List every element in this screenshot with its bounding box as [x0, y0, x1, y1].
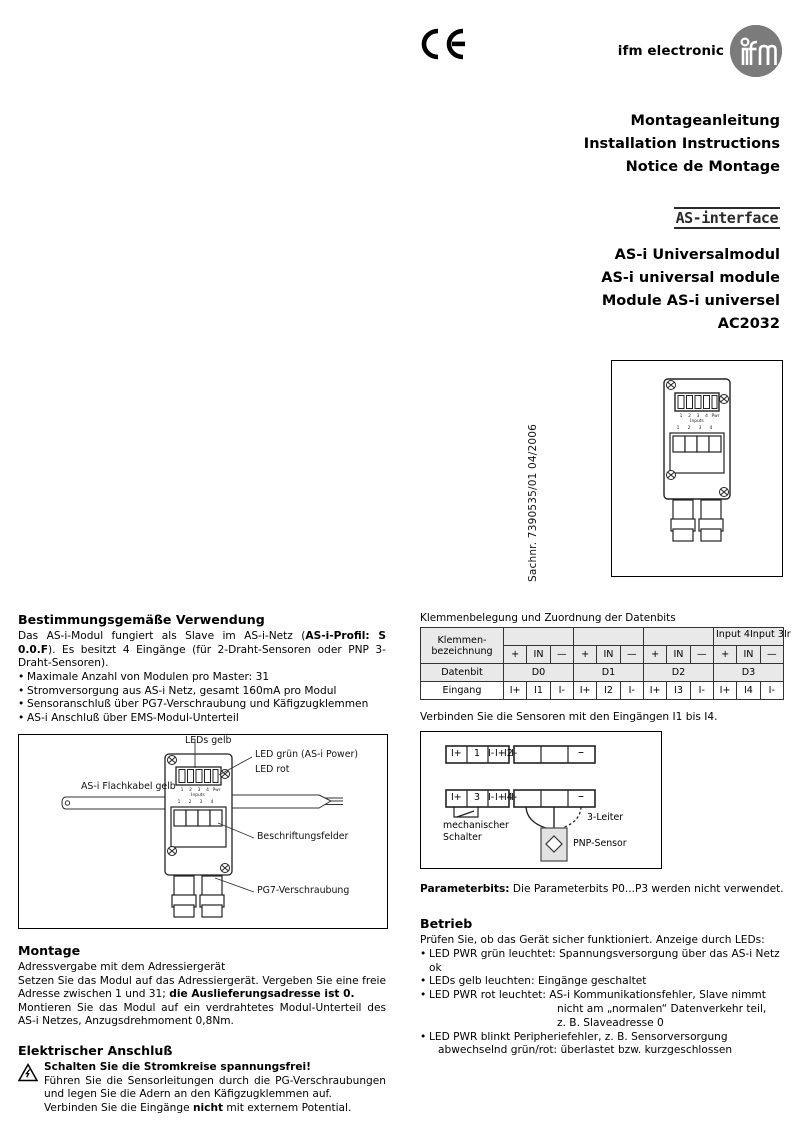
part-number-text: Sachnr. 7390535/01 04/2006	[527, 423, 539, 582]
list-item: • Sensoranschluß über PG7-Verschraubung und Käfigzugklemmen	[18, 698, 386, 712]
heading-operation: Betrieb	[420, 916, 473, 932]
title-line-en: Installation Instructions	[583, 136, 780, 152]
product-name-fr: Module AS-i universel	[601, 293, 780, 309]
operation-bullet-4-line-2: abwechselnd grün/rot: überlastet bzw. kurzgeschlossen	[438, 1044, 733, 1057]
svg-text:1: 1	[676, 426, 680, 431]
table-cell: IN	[737, 646, 760, 664]
wire-cell: 1	[474, 747, 480, 759]
product-name-en: AS-i universal module	[601, 270, 780, 286]
table-row-header-overflow	[421, 628, 784, 646]
label-marking-fields: Beschriftungsfelder	[257, 830, 349, 842]
table-cell: —	[620, 646, 643, 664]
svg-text:Inputs: Inputs	[690, 419, 704, 424]
parameter-bits-text: Die Parameterbits P0...P3 werden nicht verwendet.	[509, 882, 784, 895]
svg-text:2: 2	[188, 799, 192, 805]
brand-name: ifm electronic	[617, 43, 724, 59]
wire-cell: I4	[504, 791, 513, 803]
table-cell-row-label	[421, 628, 504, 664]
table-cell: D1	[573, 664, 643, 682]
operation-bullets	[420, 948, 784, 1058]
table-cell: I1	[527, 682, 550, 700]
warning-line-1: Führen Sie die Sensorleitungen durch die PG-Verschraubungen und legen Sie die Adern an den Käfigzugklemmen auf.	[44, 1074, 386, 1101]
mounting-default-address: die Auslieferungsadresse ist 0.	[169, 988, 355, 1001]
label-pnp-sensor: PNP-Sensor	[573, 837, 627, 849]
table-cell: —	[690, 646, 713, 664]
wire-cell: I+	[495, 747, 506, 759]
warning-line-2	[44, 1102, 386, 1116]
table-cell-row-label: Datenbit	[421, 664, 504, 682]
mounting-line-2-text: Setzen Sie das Modul auf das Adressiergerät. Vergeben Sie eine freie Adresse zwischen 1 und 31;	[18, 974, 386, 1001]
table-cell: +	[573, 646, 596, 664]
table-cell: I-	[690, 682, 713, 700]
wire-cell: I+	[451, 747, 462, 759]
table-cell: IN	[667, 646, 690, 664]
svg-text:Pwr: Pwr	[711, 414, 720, 419]
intended-use-bullets	[18, 671, 386, 726]
warning-line-2-b: mit externem Potential.	[223, 1101, 352, 1114]
product-name-de: AS-i Universalmodul	[614, 247, 780, 263]
table-cell: I-	[620, 682, 643, 700]
sensor-wiring-figure	[420, 731, 662, 869]
list-item: • Maximale Anzahl von Modulen pro Master: 31	[18, 671, 386, 685]
terminal-assignment-table	[420, 627, 791, 700]
table-cell: D0	[504, 664, 574, 682]
list-item: • AS-i Anschluß über EMS-Modul-Unterteil	[18, 712, 386, 726]
intended-use-prefix: Das AS-i-Modul fungiert als Slave im AS-i-Netz (	[18, 630, 306, 642]
operation-intro: Prüfen Sie, ob das Gerät sicher funktioniert. Anzeige durch LEDs:	[420, 934, 765, 947]
label-leds-yellow: LEDs gelb	[185, 734, 232, 746]
table-cell: D3	[713, 664, 783, 682]
svg-text:3: 3	[698, 426, 702, 431]
wiring-caption: Verbinden Sie die Sensoren mit den Eingängen I1 bis I4.	[420, 711, 718, 723]
wire-cell: I-	[511, 747, 518, 759]
warning-triangle-icon	[18, 1061, 44, 1086]
part-number-vertical	[527, 182, 539, 582]
svg-text:4: 4	[210, 799, 214, 805]
mounting-line-1: Adressvergabe mit dem Adressiergerät	[18, 960, 226, 973]
list-item	[420, 1031, 784, 1059]
mounting-line-2	[18, 975, 386, 1002]
table-cell: I-	[760, 682, 783, 700]
right-column	[420, 612, 791, 1058]
svg-text:Pwr: Pwr	[212, 787, 221, 793]
table-cell: I-	[550, 682, 573, 700]
wire-cell-minus: –	[578, 744, 584, 759]
svg-text:1: 1	[180, 787, 184, 793]
as-interface-logo	[380, 208, 780, 227]
intended-use-suffix: ). Es besitzt 4 Eingänge (für 2-Draht-Sensoren oder PNP 3-Draht-Sensoren).	[18, 643, 386, 670]
table-row-input	[421, 682, 784, 700]
heading-intended-use: Bestimmungsgemäße Verwendung	[18, 612, 265, 627]
table-cell: +	[643, 646, 666, 664]
table-cell-row-label: Eingang	[421, 682, 504, 700]
label-led-red: LED rot	[255, 763, 290, 775]
warning-line-2-a: Verbinden Sie die Eingänge	[44, 1101, 193, 1114]
svg-text:3: 3	[199, 799, 203, 805]
product-photo-box	[611, 360, 783, 577]
product-title-block	[380, 244, 780, 336]
wire-cell: 3	[474, 791, 480, 803]
svg-text:2: 2	[189, 787, 192, 793]
table-cell: —	[760, 646, 783, 664]
warning-headline: Schalten Sie die Stromkreise spannungsfrei!	[44, 1060, 312, 1073]
table-cell: I4	[737, 682, 760, 700]
operation-bullet-4-line-1: LED PWR blinkt Peripheriefehler, z. B. Sensorversorgung	[429, 1030, 728, 1043]
svg-text:Inputs: Inputs	[191, 792, 205, 798]
warning-text-block	[44, 1061, 386, 1115]
table-cell: +	[504, 646, 527, 664]
svg-text:3: 3	[696, 414, 700, 419]
table-cell: D2	[643, 664, 713, 682]
label-3-wire: 3-Leiter	[587, 811, 624, 823]
svg-text:1: 1	[679, 414, 683, 419]
heading-mounting: Montage	[18, 942, 81, 958]
svg-text:3: 3	[197, 787, 201, 793]
heading-electrical-connection: Elektrischer Anschluß	[18, 1042, 173, 1058]
table-cell: IN	[597, 646, 620, 664]
svg-text:4: 4	[709, 426, 713, 431]
ifm-logo-icon	[730, 25, 782, 77]
table-cell: I+	[643, 682, 666, 700]
svg-text:2: 2	[687, 426, 691, 431]
svg-text:4: 4	[206, 787, 209, 793]
table-cell: I2	[597, 682, 620, 700]
table-cell-blank	[504, 628, 574, 646]
wire-cell: I+	[495, 791, 506, 803]
table-cell: I+	[713, 682, 736, 700]
wire-cell: I-	[488, 747, 495, 759]
svg-text:2: 2	[688, 414, 691, 419]
operation-bullet-3-line-2: nicht am „normalen“ Datenverkehr teil,	[557, 1002, 767, 1015]
mounting-line-3: Montieren Sie das Modul auf ein verdrahtetes Modul-Unterteil des AS-i Netzes, Anzugsdrehmoment 0,8Nm.	[18, 1001, 386, 1028]
label-pg7: PG7-Verschraubung	[257, 884, 350, 896]
list-item: • Stromversorgung aus AS-i Netz, gesamt 160mA pro Modul	[18, 685, 386, 699]
intended-use-profile: AS-i-Profil: S 0.0.F	[18, 630, 386, 656]
intended-use-paragraph	[18, 630, 386, 671]
list-item: • LED PWR grün leuchtet: Spannungsversorgung über das AS-i Netz ok	[420, 948, 784, 976]
parameter-bits-note	[420, 883, 784, 897]
label-flat-cable: AS-i Flachkabel gelb	[81, 780, 176, 792]
table-cell-blank	[573, 628, 643, 646]
warning-block	[18, 1061, 386, 1115]
title-line-fr: Notice de Montage	[625, 159, 780, 175]
document-title-block	[380, 110, 780, 179]
left-column	[18, 612, 386, 1115]
label-mechanical-switch-1: mechanischer	[443, 819, 509, 831]
as-interface-logo-text: AS-interface	[675, 209, 778, 227]
svg-text:4: 4	[705, 414, 708, 419]
table-cell-input-header	[713, 628, 791, 646]
operation-bullet-3-line-3: z. B. Slaveadresse 0	[557, 1016, 664, 1029]
ce-mark-icon	[416, 24, 476, 64]
title-line-de: Montageanleitung	[630, 113, 780, 129]
wire-cell: I-	[488, 791, 495, 803]
table-cell: +	[713, 646, 736, 664]
wire-cell: I-	[511, 791, 518, 803]
module-callout-figure	[18, 734, 388, 929]
table-header-overflow-text: Input 4Input 3Ir	[715, 629, 791, 640]
parameter-bits-label: Parameterbits:	[420, 882, 510, 895]
table-row-databit	[421, 664, 784, 682]
row-label-line-2: bezeichnung	[431, 645, 493, 657]
table-caption: Klemmenbelegung und Zuordnung der Datenbits	[420, 612, 676, 624]
table-cell-blank	[643, 628, 713, 646]
brand-logo-group	[617, 20, 782, 82]
label-mechanical-switch-2: Schalter	[443, 831, 482, 843]
list-item	[420, 989, 784, 1030]
table-cell: I+	[573, 682, 596, 700]
table-cell: I+	[504, 682, 527, 700]
wire-cell: I2	[504, 747, 513, 759]
table-cell: —	[550, 646, 573, 664]
product-article-number: AC2032	[717, 316, 780, 332]
list-item: • LEDs gelb leuchten: Eingänge geschaltet	[420, 975, 784, 989]
table-cell: I3	[667, 682, 690, 700]
svg-text:1: 1	[177, 799, 181, 805]
operation-bullet-3-line-1: LED PWR rot leuchtet: AS-i Kommunikationsfehler, Slave nimmt	[429, 989, 766, 1002]
warning-line-2-emphasis: nicht	[193, 1101, 224, 1114]
wire-cell-minus: –	[578, 788, 584, 803]
label-led-green: LED grün (AS-i Power)	[255, 748, 359, 760]
wire-cell: I+	[451, 791, 462, 803]
table-cell: IN	[527, 646, 550, 664]
row-label-line-1: Klemmen-	[437, 634, 487, 646]
